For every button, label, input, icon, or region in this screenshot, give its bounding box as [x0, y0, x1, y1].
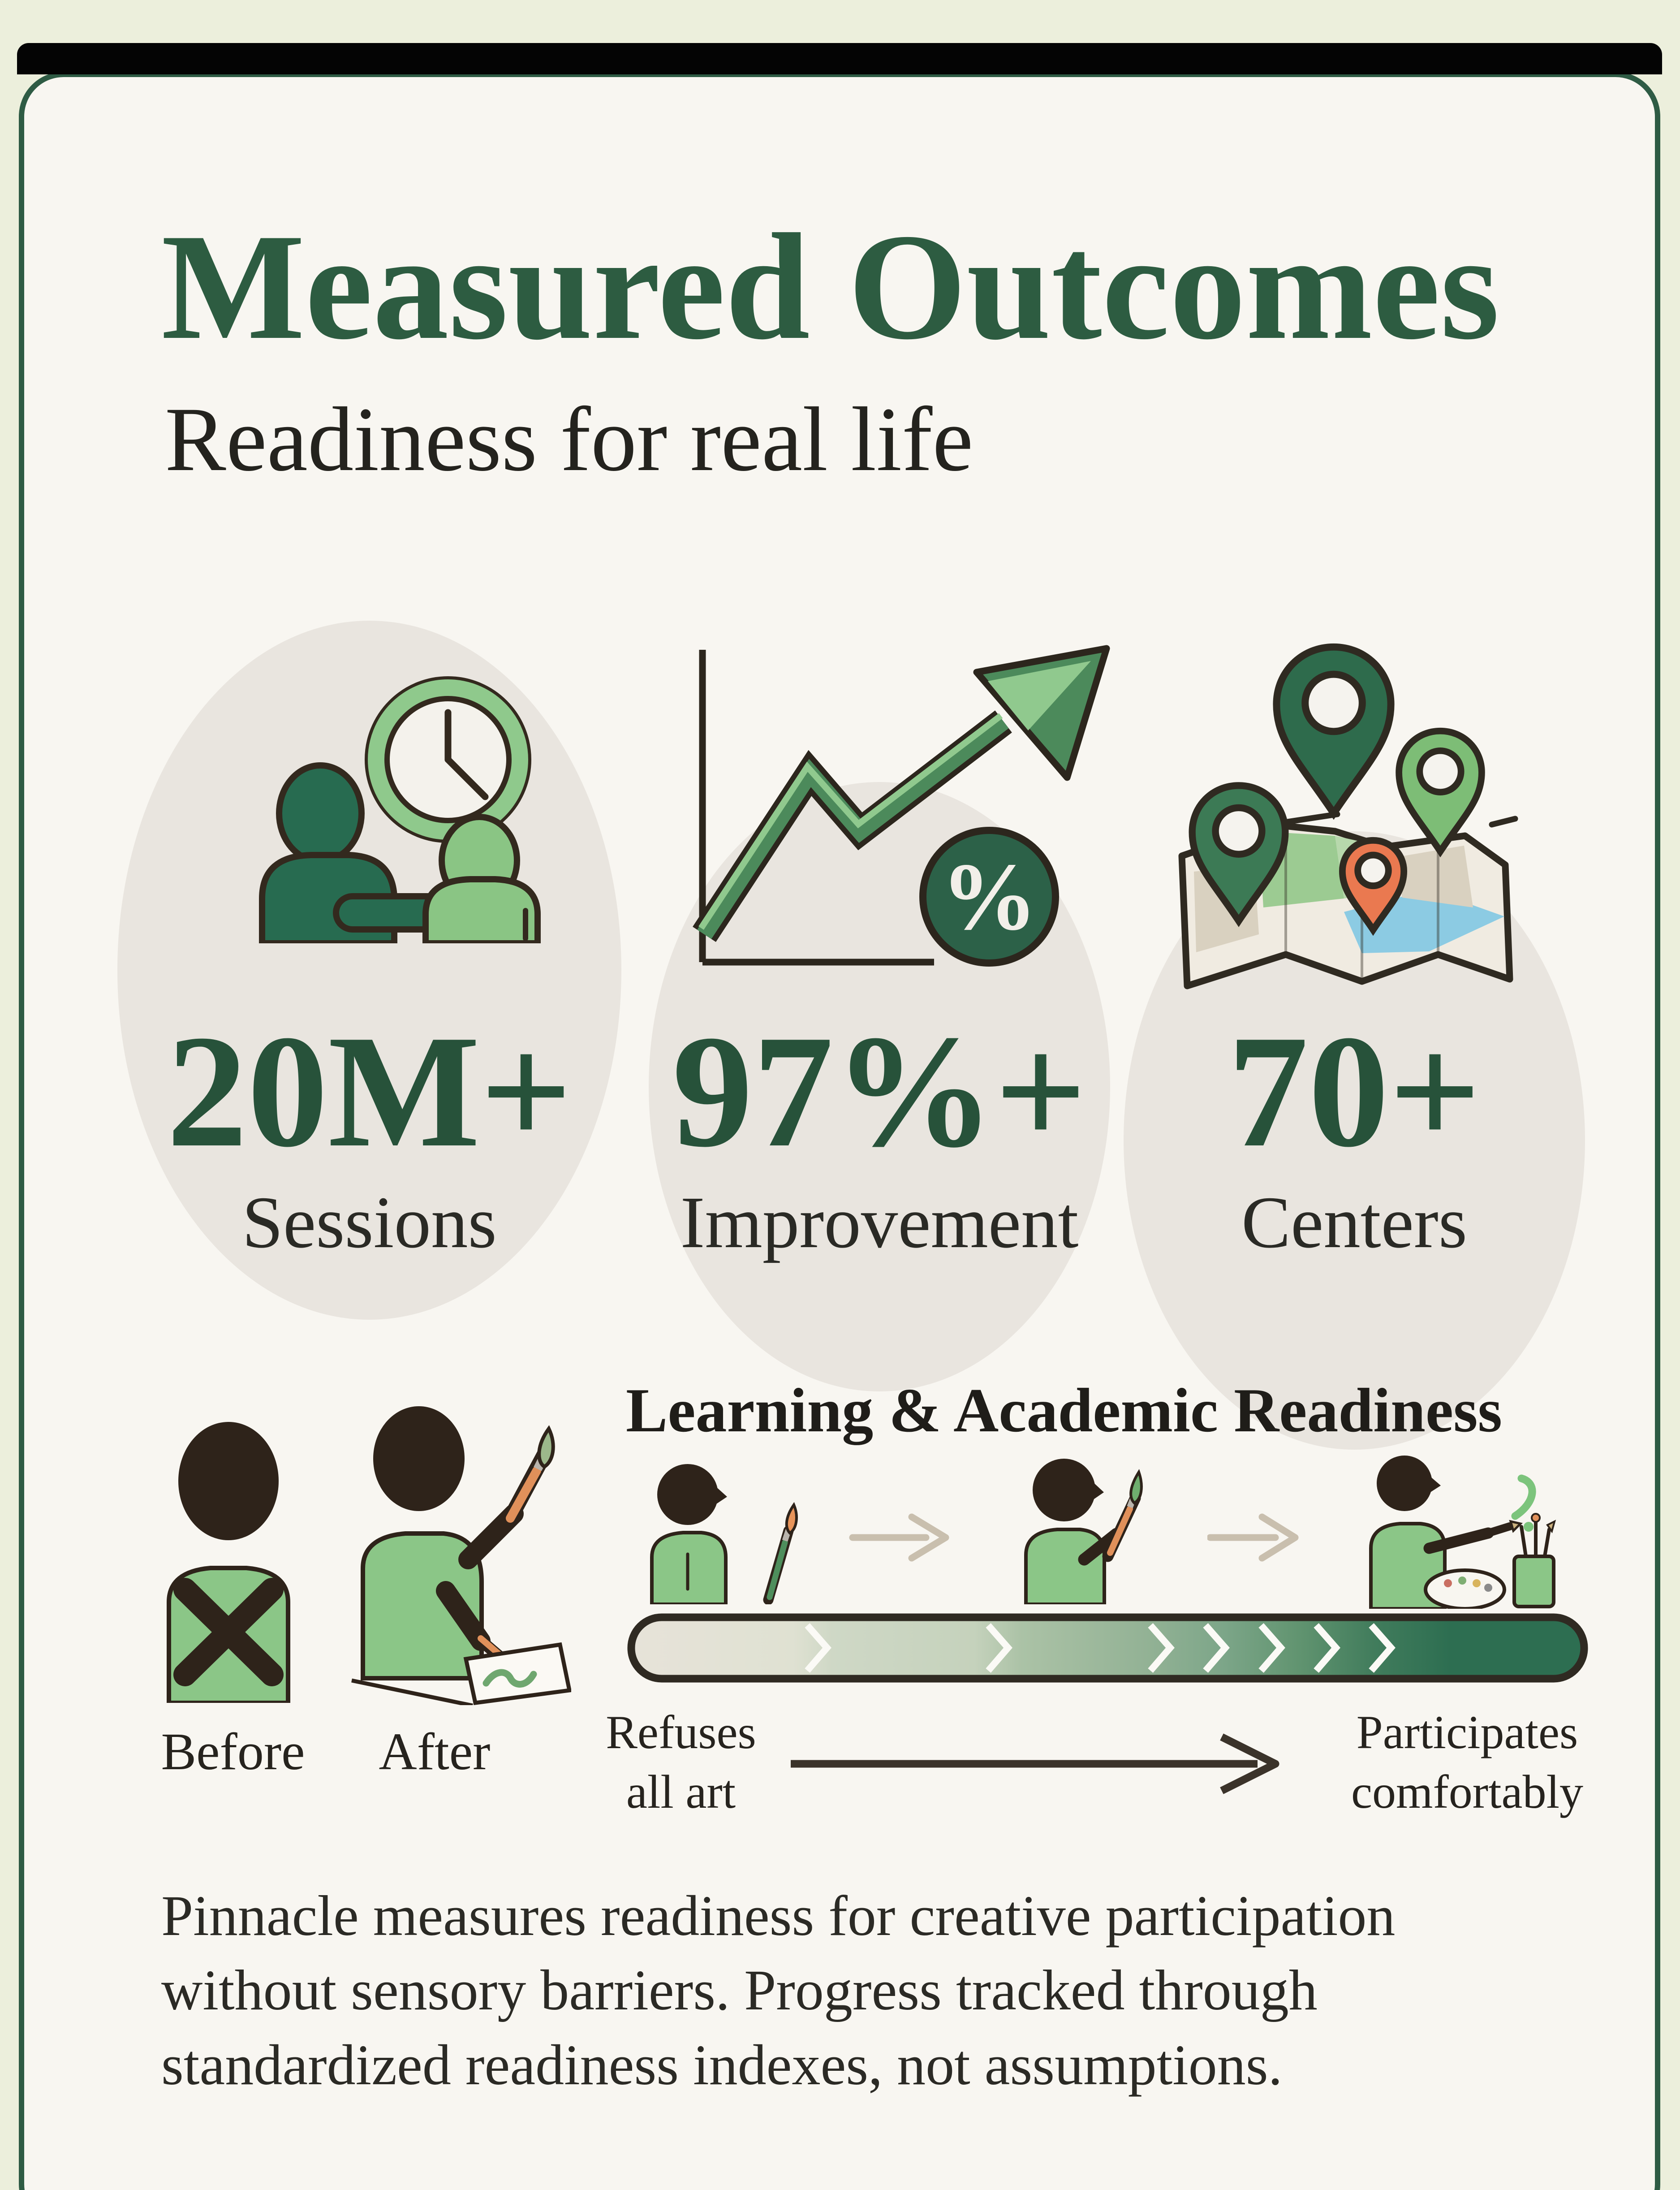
stage-arrow-1-icon: [849, 1511, 952, 1564]
progress-bar: [625, 1611, 1590, 1685]
scale-arrow-icon: [786, 1729, 1301, 1796]
progress-stage2-child: [1012, 1445, 1201, 1604]
page-subtitle: Readiness for real life: [165, 389, 974, 490]
map-pin-large: [1276, 647, 1391, 813]
stat-value-centers: 70+: [1228, 1002, 1481, 1180]
footer-line-2: without sensory barriers. Progress tracked through: [161, 1958, 1318, 2022]
map-pin-right: [1399, 731, 1482, 851]
map-pins-icon: [1151, 621, 1577, 1037]
scale-end-line1: Participates: [1356, 1706, 1578, 1758]
top-black-bar: [17, 43, 1662, 74]
footer-paragraph: [161, 1879, 1559, 2102]
stat-value-sessions: 20M+: [167, 1002, 572, 1180]
stat-label-centers: Centers: [1241, 1181, 1468, 1263]
readiness-heading: Learning & Academic Readiness: [625, 1376, 1503, 1445]
growth-arrow-percent-icon: [690, 630, 1120, 1055]
progress-stage3-child: [1362, 1445, 1604, 1609]
stat-label-sessions: Sessions: [242, 1181, 497, 1263]
clock-icon: [367, 679, 529, 840]
before-child-figure: [150, 1414, 307, 1703]
footer-line-3: standardized readiness indexes, not assumptions.: [161, 2033, 1283, 2097]
percent-badge: [923, 830, 1055, 963]
stage-arrow-2-icon: [1207, 1511, 1301, 1564]
stat-value-improvement: 97%+: [672, 1002, 1087, 1180]
scale-start-label: [582, 1703, 780, 1822]
after-label: After: [379, 1722, 491, 1781]
progress-stage1-child: [641, 1452, 829, 1604]
stat-label-improvement: Improvement: [680, 1181, 1079, 1263]
page-title: Measured Outcomes: [161, 202, 1500, 371]
footer-line-1: Pinnacle measures readiness for creative participation: [161, 1884, 1396, 1948]
after-child-figure: [338, 1403, 571, 1705]
scale-end-label: [1346, 1703, 1588, 1822]
percent-symbol: %: [941, 843, 1038, 950]
scale-end-line2: comfortably: [1351, 1765, 1584, 1818]
scale-start-line1: Refuses: [606, 1706, 756, 1758]
scale-start-line2: all art: [626, 1765, 736, 1818]
before-label: Before: [161, 1722, 305, 1781]
people-clock-icon: [244, 663, 576, 943]
